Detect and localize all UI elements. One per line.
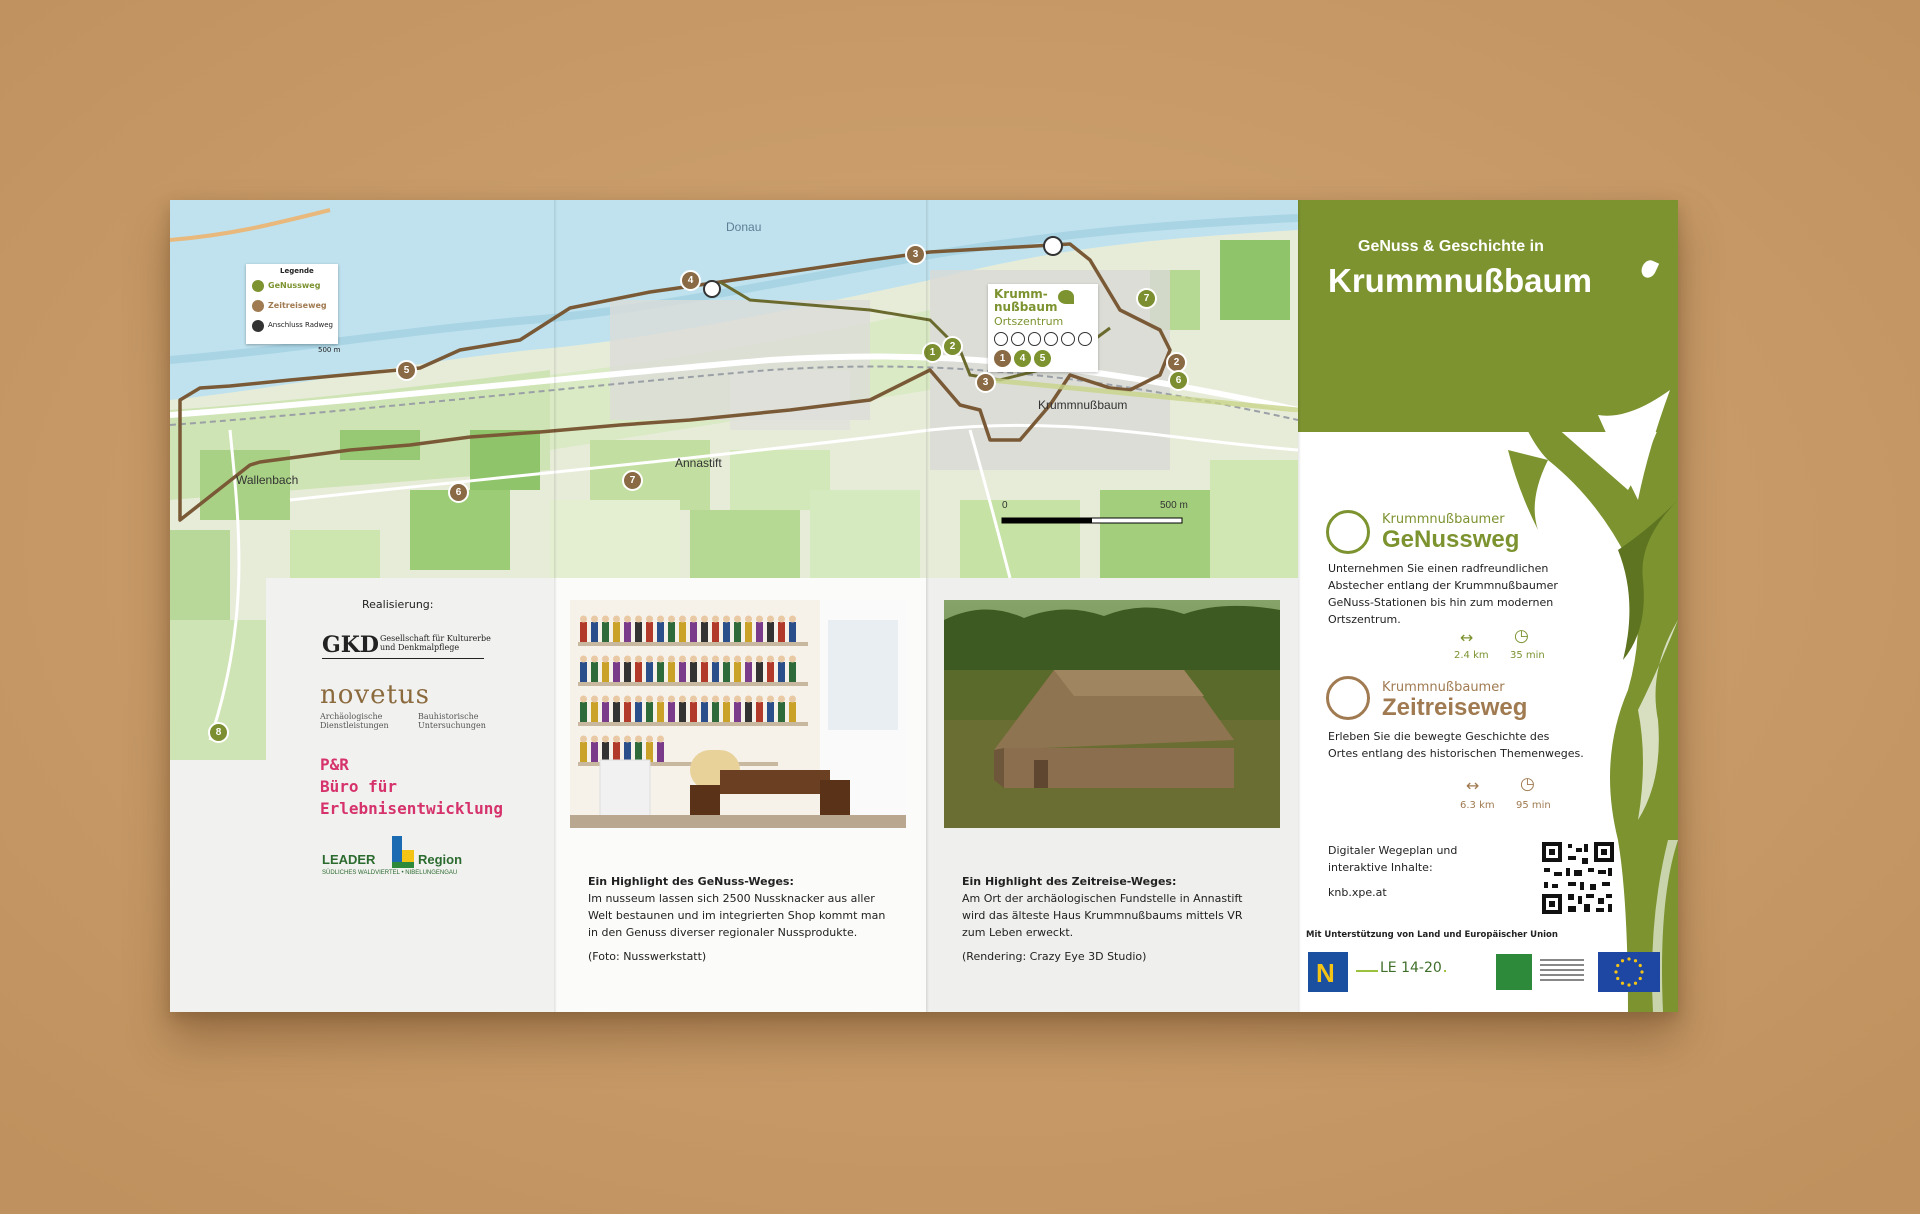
zeitreiseweg-overline: Krummnußbaumer — [1382, 680, 1505, 695]
website-link[interactable]: knb.xpe.at — [1328, 886, 1387, 899]
pr-line-2: Büro für — [320, 777, 398, 796]
digital-text-2: interaktive Inhalte: — [1328, 861, 1433, 874]
le-logo: LE 14-20 — [1380, 960, 1442, 976]
shop-icon — [1061, 332, 1075, 346]
zeitreiseweg-distance: 6.3 km — [1460, 800, 1495, 811]
ortszentrum-number: 1 — [992, 348, 1013, 369]
bicycle-icon — [252, 320, 264, 332]
trifold-brochure — [170, 200, 1678, 1012]
facility-icons — [994, 332, 1092, 346]
route-marker[interactable]: 7 — [1136, 288, 1157, 309]
genussweg-desc-4: Ortszentrum. — [1328, 613, 1401, 626]
genussweg-overline: Krummnußbaumer — [1382, 512, 1505, 527]
fold-line — [554, 200, 557, 1012]
leader-eu-logo — [1494, 952, 1534, 992]
bike-icon — [1011, 332, 1025, 346]
restaurant-icon — [1044, 332, 1058, 346]
genussweg-desc-3: GeNuss-Stationen bis hin zum modernen — [1328, 596, 1554, 609]
genuss-highlight-body-1: Im nusseum lassen sich 2500 Nussknacker aus aller — [588, 892, 875, 905]
genuss-photo-credit: (Foto: Nusswerkstatt) — [588, 950, 707, 963]
ortszentrum-title-1: Krumm- — [994, 287, 1048, 301]
route-marker[interactable]: 4 — [680, 270, 701, 291]
ortszentrum-subtitle: Ortszentrum — [994, 315, 1064, 328]
gkd-text-2: und Denkmalpflege — [380, 643, 460, 652]
info-icon — [1078, 332, 1092, 346]
map-legend — [246, 264, 338, 344]
route-marker[interactable]: 8 — [208, 722, 229, 743]
legend-scale: 500 m — [318, 346, 341, 354]
gkd-mark: GKD — [322, 632, 379, 658]
pr-line-3: Erlebnisentwicklung — [320, 799, 504, 818]
eu-support-text: Mit Unterstützung von Land und Europäischer Union — [1306, 930, 1558, 940]
zeitreiseweg-title: Zeitreiseweg — [1382, 694, 1528, 721]
route-marker[interactable]: 2 — [942, 336, 963, 357]
route-marker[interactable]: 7 — [622, 470, 643, 491]
novetus-left-2: Dienstleistungen — [320, 721, 389, 730]
novetus-left-1: Archäologische — [320, 712, 383, 721]
genussweg-desc-1: Unternehmen Sie einen radfreundlichen — [1328, 562, 1549, 575]
zeitreise-photo-credit: (Rendering: Crazy Eye 3D Studio) — [962, 950, 1147, 963]
route-marker[interactable]: 6 — [1168, 370, 1189, 391]
distance-icon: ↔ — [1460, 628, 1474, 647]
leader-sub: SÜDLICHES WALDVIERTEL • NIBELUNGENGAU — [322, 870, 458, 876]
pr-line-1: P&R — [320, 755, 349, 774]
nusseum-photo — [570, 600, 906, 828]
rendering-photo — [944, 600, 1280, 828]
novetus-right-2: Untersuchungen — [418, 721, 486, 730]
wc-icon — [1028, 332, 1042, 346]
map-label-annastift: Annastift — [675, 456, 722, 470]
nut-icon — [252, 280, 264, 292]
zeitreiseweg-desc-2: Ortes entlang des historischen Themenweges. — [1328, 747, 1584, 760]
zeitreise-highlight-body-3: zum Leben erweckt. — [962, 926, 1074, 939]
eafrd-text-block — [1540, 956, 1584, 990]
walnut-icon — [1326, 510, 1370, 554]
noe-logo-mark: N — [1316, 958, 1335, 988]
distance-icon: ↔ — [1466, 776, 1480, 795]
legend-item-radweg: Anschluss Radweg — [268, 321, 333, 329]
genussweg-distance: 2.4 km — [1454, 650, 1489, 661]
gkd-text-1: Gesellschaft für Kulturerbe — [380, 634, 491, 643]
genuss-highlight-body-3: in den Genuss diverser regionaler Nussprodukte. — [588, 926, 858, 939]
ortszentrum-box — [988, 284, 1098, 372]
panel-cover — [1298, 200, 1678, 1012]
novetus-wordmark: novetus — [320, 680, 431, 710]
cover-title-big: Krummnußbaum — [1328, 262, 1592, 299]
genuss-highlight-body-2: Welt bestaunen und im integrierten Shop kommt man — [588, 909, 886, 922]
route-marker[interactable]: 5 — [396, 360, 417, 381]
cover-title-small: GeNuss & Geschichte in — [1358, 238, 1544, 255]
bicycle-icon — [703, 280, 721, 298]
leaf-icon — [1058, 290, 1074, 304]
route-marker[interactable]: 1 — [922, 342, 943, 363]
genuss-highlight-heading: Ein Highlight des GeNuss-Weges: — [588, 875, 794, 888]
genussweg-desc-2: Abstecher entlang der Krummnußbaumer — [1328, 579, 1558, 592]
fold-line — [1298, 200, 1301, 1012]
zeitreise-highlight-body-2: wird das älteste Haus Krummnußbaums mittels VR — [962, 909, 1243, 922]
zeitreiseweg-desc-1: Erleben Sie die bewegte Geschichte des — [1328, 730, 1550, 743]
gkd-rule — [322, 658, 484, 659]
novetus-right-1: Bauhistorische — [418, 712, 479, 721]
qr-code[interactable] — [1542, 842, 1614, 914]
route-marker[interactable]: 6 — [448, 482, 469, 503]
legend-item-zeitreiseweg: Zeitreiseweg — [268, 301, 327, 310]
ortszentrum-number: 4 — [1012, 348, 1033, 369]
clock-icon — [1326, 676, 1370, 720]
ortszentrum-title-2: nußbaum — [994, 300, 1058, 314]
leader-bar-green — [392, 862, 414, 868]
map-label-wallenbach: Wallenbach — [236, 473, 299, 487]
zeitreise-highlight-heading: Ein Highlight des Zeitreise-Weges: — [962, 875, 1177, 888]
bicycle-icon — [1043, 236, 1063, 256]
clock-icon: ◷ — [1514, 626, 1529, 646]
clock-icon — [252, 300, 264, 312]
genussweg-title: GeNussweg — [1382, 526, 1520, 553]
zeitreiseweg-duration: 95 min — [1516, 800, 1551, 811]
route-marker[interactable]: 2 — [1166, 352, 1187, 373]
ortszentrum-number: 5 — [1032, 348, 1053, 369]
map-river-label: Donau — [726, 220, 762, 234]
genussweg-duration: 35 min — [1510, 650, 1545, 661]
legend-item-genussweg: GeNussweg — [268, 281, 321, 290]
map-scale-start: 0 — [1002, 500, 1008, 511]
leader-right: Region — [418, 852, 463, 867]
map-scale-end: 500 m — [1160, 500, 1188, 511]
leader-left: LEADER — [322, 852, 376, 867]
map-label-krummnussbaum: Krummnußbaum — [1038, 398, 1128, 412]
digital-text-1: Digitaler Wegeplan und — [1328, 844, 1458, 857]
zeitreise-highlight-body-1: Am Ort der archäologischen Fundstelle in Annastift — [962, 892, 1243, 905]
route-marker[interactable]: 3 — [975, 372, 996, 393]
eu-flag-icon — [1598, 952, 1660, 992]
leader-bar-blue — [392, 836, 402, 862]
parking-icon — [994, 332, 1008, 346]
legend-title: Legende — [280, 267, 314, 275]
route-marker[interactable]: 3 — [905, 244, 926, 265]
noe-logo — [1308, 952, 1348, 992]
clock-icon: ◷ — [1520, 774, 1535, 794]
realisierung-label: Realisierung: — [362, 598, 434, 611]
leader-bar-yellow — [402, 850, 414, 862]
fold-line — [926, 200, 929, 1012]
